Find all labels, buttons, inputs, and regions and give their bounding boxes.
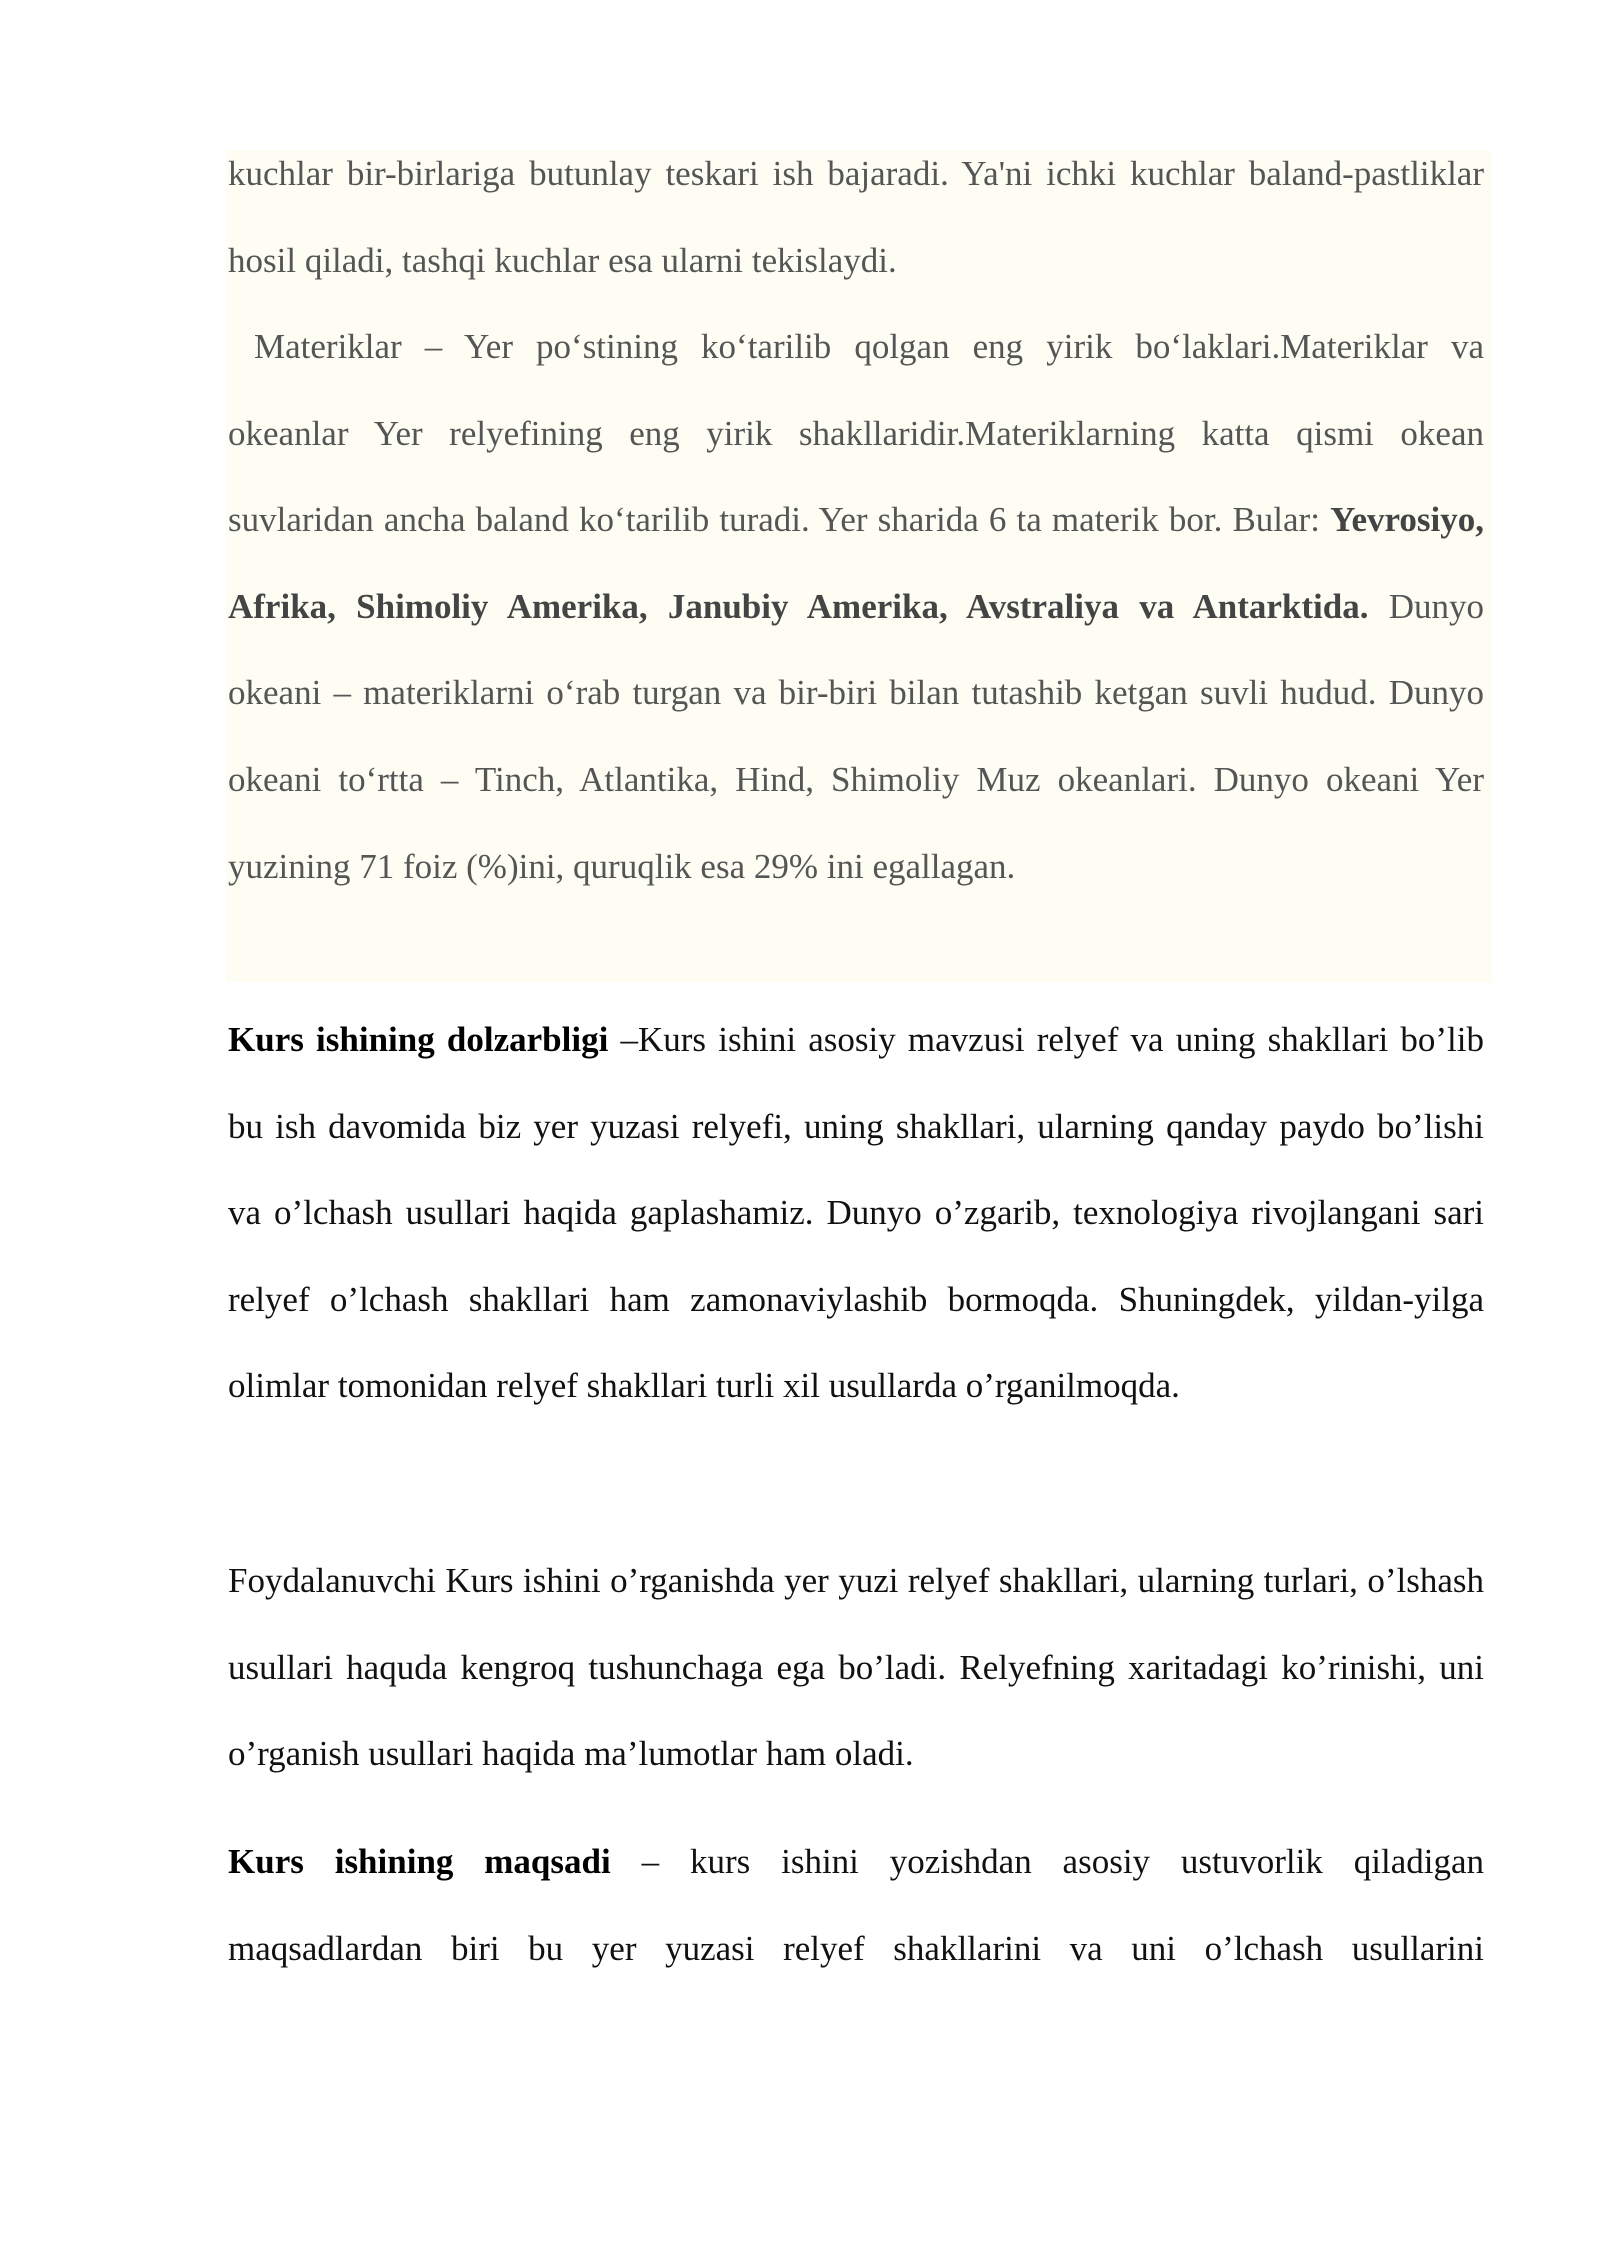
user-text: Foydalanuvchi Kurs ishini o’rganishda yer yuzi relyef shakllari, ularning turlari, o’lshash usullari haquda kengroq tushunchaga ega bo’ladi. Relyefning xaritadagi ko’rinishi, uni o’rganish usullari haqida ma’lumotlar ham oladi. bbox=[228, 1561, 1484, 1774]
ocean-text: Dunyo okeani – materiklarni o‘rab turgan va bir-biri bilan tutashib ketgan suvli hudud. Dunyo okeani to‘rtta – Tinch, Atlantika, Hind, Shimoliy Muz okeanlari. Dunyo okeani Yer yuzining 71 foiz (%)ini, quruqlik esa 29% ini egallagan. bbox=[228, 586, 1484, 886]
paragraph-forces bbox=[228, 131, 1484, 304]
paragraph-continents bbox=[228, 304, 1484, 910]
continents-list: Yevrosiyo, Afrika, Shimoliy Amerika, Janubiy Amerika, Avstraliya va Antarktida. bbox=[228, 500, 1484, 626]
goal-heading: Kurs ishining maqsadi bbox=[228, 1842, 611, 1881]
paragraph-relevance bbox=[228, 997, 1484, 1430]
paragraph-user bbox=[228, 1538, 1484, 1798]
continents-intro-text: Materiklar – Yer po‘stining ko‘tarilib qolgan eng yirik bo‘laklari.Materiklar va okeanlar Yer relyefining eng yirik shakllaridir.Materiklarning katta qismi okean suvlaridan ancha baland ko‘tarilib turadi. Yer sharida 6 ta materik bor. Bular: bbox=[228, 327, 1484, 540]
relevance-heading: Kurs ishining dolzarbligi bbox=[228, 1020, 609, 1059]
relevance-text: –Kurs ishini asosiy mavzusi relyef va uning shakllari bo’lib bu ish davomida biz yer yuzasi relyefi, uning shakllari, ularning qanday paydo bo’lishi va o’lchash usullari haqida gaplashamiz. Dunyo o’zgarib, texnologiya rivojlangani sari relyef o’lchash shakllari ham zamonaviylashib bormoqda. Shuningdek, yildan-yilga olimlar tomonidan relyef shakllari turli xil usullarda o’rganilmoqda. bbox=[228, 1020, 1484, 1406]
paragraph-goal bbox=[228, 1819, 1484, 1992]
paragraph-forces-text: kuchlar bir-birlariga butunlay teskari ish bajaradi. Ya'ni ichki kuchlar baland-pastliklar hosil qiladi, tashqi kuchlar esa ularni tekislaydi. bbox=[228, 154, 1484, 280]
goal-text: – kurs ishini yozishdan asosiy ustuvorlik qiladigan maqsadlardan biri bu yer yuzasi relyef shakllarini va uni o’lchash usullarini bbox=[228, 1842, 1484, 1968]
